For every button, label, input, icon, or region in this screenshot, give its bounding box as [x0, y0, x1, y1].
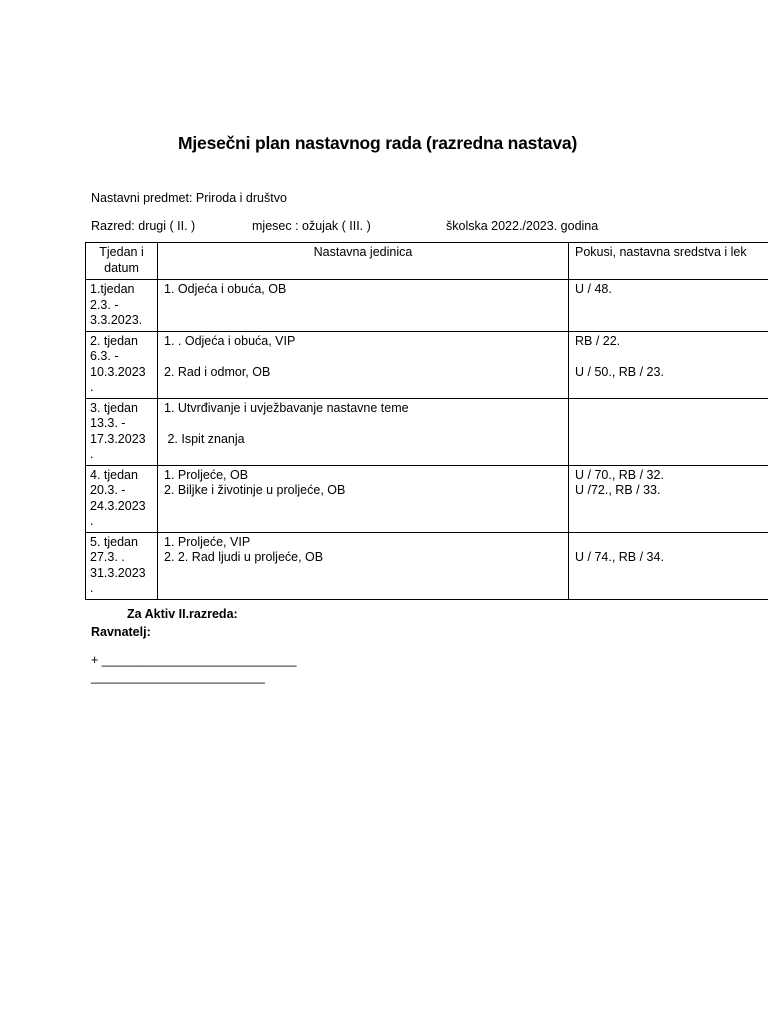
resources-cell: [569, 532, 768, 599]
table-row: [86, 331, 768, 398]
principal-label: Ravnatelj:: [91, 625, 151, 639]
week-date-start: 13.3. -: [90, 416, 126, 430]
grade-label: Razred: drugi ( II. ): [91, 219, 196, 233]
unit-item: 1. Utvrđivanje i uvježbavanje nastavne teme: [164, 400, 409, 415]
school-year-label: školska 2022./2023. godina: [446, 219, 599, 233]
header-week-date: Tjedan i datum: [86, 243, 158, 280]
week-date-end: 17.3.2023: [90, 431, 146, 446]
week-date-end: 10.3.2023: [90, 364, 146, 379]
table-row: [86, 465, 768, 532]
resource-item: U / 48.: [575, 282, 612, 296]
week-date-end: 31.3.2023: [90, 565, 146, 580]
aktiv-label: Za Aktiv II.razreda:: [127, 607, 238, 621]
resource-item: U / 74., RB / 34.: [575, 550, 664, 564]
week-label: 3. tjedan: [90, 400, 138, 415]
resource-item: RB / 22.: [575, 333, 621, 348]
week-cell: [86, 331, 158, 398]
week-date-end: 3.3.2023.: [90, 313, 143, 327]
unit-item: 2. 2. Rad ljudi u proljeće, OB: [164, 550, 324, 564]
unit-item: 2. Ispit znanja: [164, 431, 245, 446]
week-cell: [86, 398, 158, 465]
resource-item: U /72., RB / 33.: [575, 483, 661, 497]
week-date-dot: .: [90, 514, 94, 528]
week-date-dot: .: [90, 447, 94, 461]
week-label: 2. tjedan: [90, 333, 138, 348]
units-cell: [158, 465, 569, 532]
units-cell: [158, 532, 569, 599]
resource-item: U / 50., RB / 23.: [575, 364, 664, 379]
week-date-start: 6.3. -: [90, 349, 119, 363]
subject-line: Nastavni predmet: Priroda i društvo: [91, 191, 287, 205]
document-title: Mjesečni plan nastavnog rada (razredna nastava): [178, 133, 578, 153]
week-date-start: 27.3. .: [90, 550, 125, 564]
resources-cell: [569, 331, 768, 398]
week-date-dot: .: [90, 581, 94, 595]
unit-item: 2. Rad i odmor, OB: [164, 364, 271, 379]
month-label: mjesec : ožujak ( III. ): [252, 219, 371, 233]
units-cell: [158, 398, 569, 465]
table-header-row: [86, 243, 768, 280]
unit-item: 1. Proljeće, VIP: [164, 534, 251, 549]
table-row: [86, 532, 768, 599]
resources-cell: [569, 465, 768, 532]
signature-line-2: _________________________: [91, 670, 265, 684]
week-date-dot: .: [90, 380, 94, 394]
unit-item: 2. Biljke i životinje u proljeće, OB: [164, 483, 346, 497]
week-label: 5. tjedan: [90, 534, 138, 549]
table-row: [86, 280, 768, 332]
header-teaching-unit: Nastavna jedinica: [158, 243, 569, 280]
unit-item: 1. Proljeće, OB: [164, 467, 249, 482]
resources-cell: [569, 398, 768, 465]
resource-item: U / 70., RB / 32.: [575, 467, 664, 482]
week-date-end: 24.3.2023: [90, 498, 146, 513]
resources-cell: [569, 280, 768, 332]
unit-item: 1. Odjeća i obuća, OB: [164, 282, 287, 296]
units-cell: [158, 331, 569, 398]
units-cell: [158, 280, 569, 332]
header-resources: Pokusi, nastavna sredstva i lek: [569, 243, 768, 280]
plan-table: [85, 242, 768, 600]
week-cell: [86, 280, 158, 332]
week-date-start: 20.3. -: [90, 483, 126, 497]
week-date-start: 2.3. -: [90, 297, 119, 312]
week-label: 1.tjedan: [90, 282, 135, 296]
week-cell: [86, 532, 158, 599]
table-row: [86, 398, 768, 465]
week-label: 4. tjedan: [90, 467, 138, 482]
week-cell: [86, 465, 158, 532]
signature-line: + ____________________________: [91, 653, 297, 667]
unit-item: 1. . Odjeća i obuća, VIP: [164, 333, 296, 348]
